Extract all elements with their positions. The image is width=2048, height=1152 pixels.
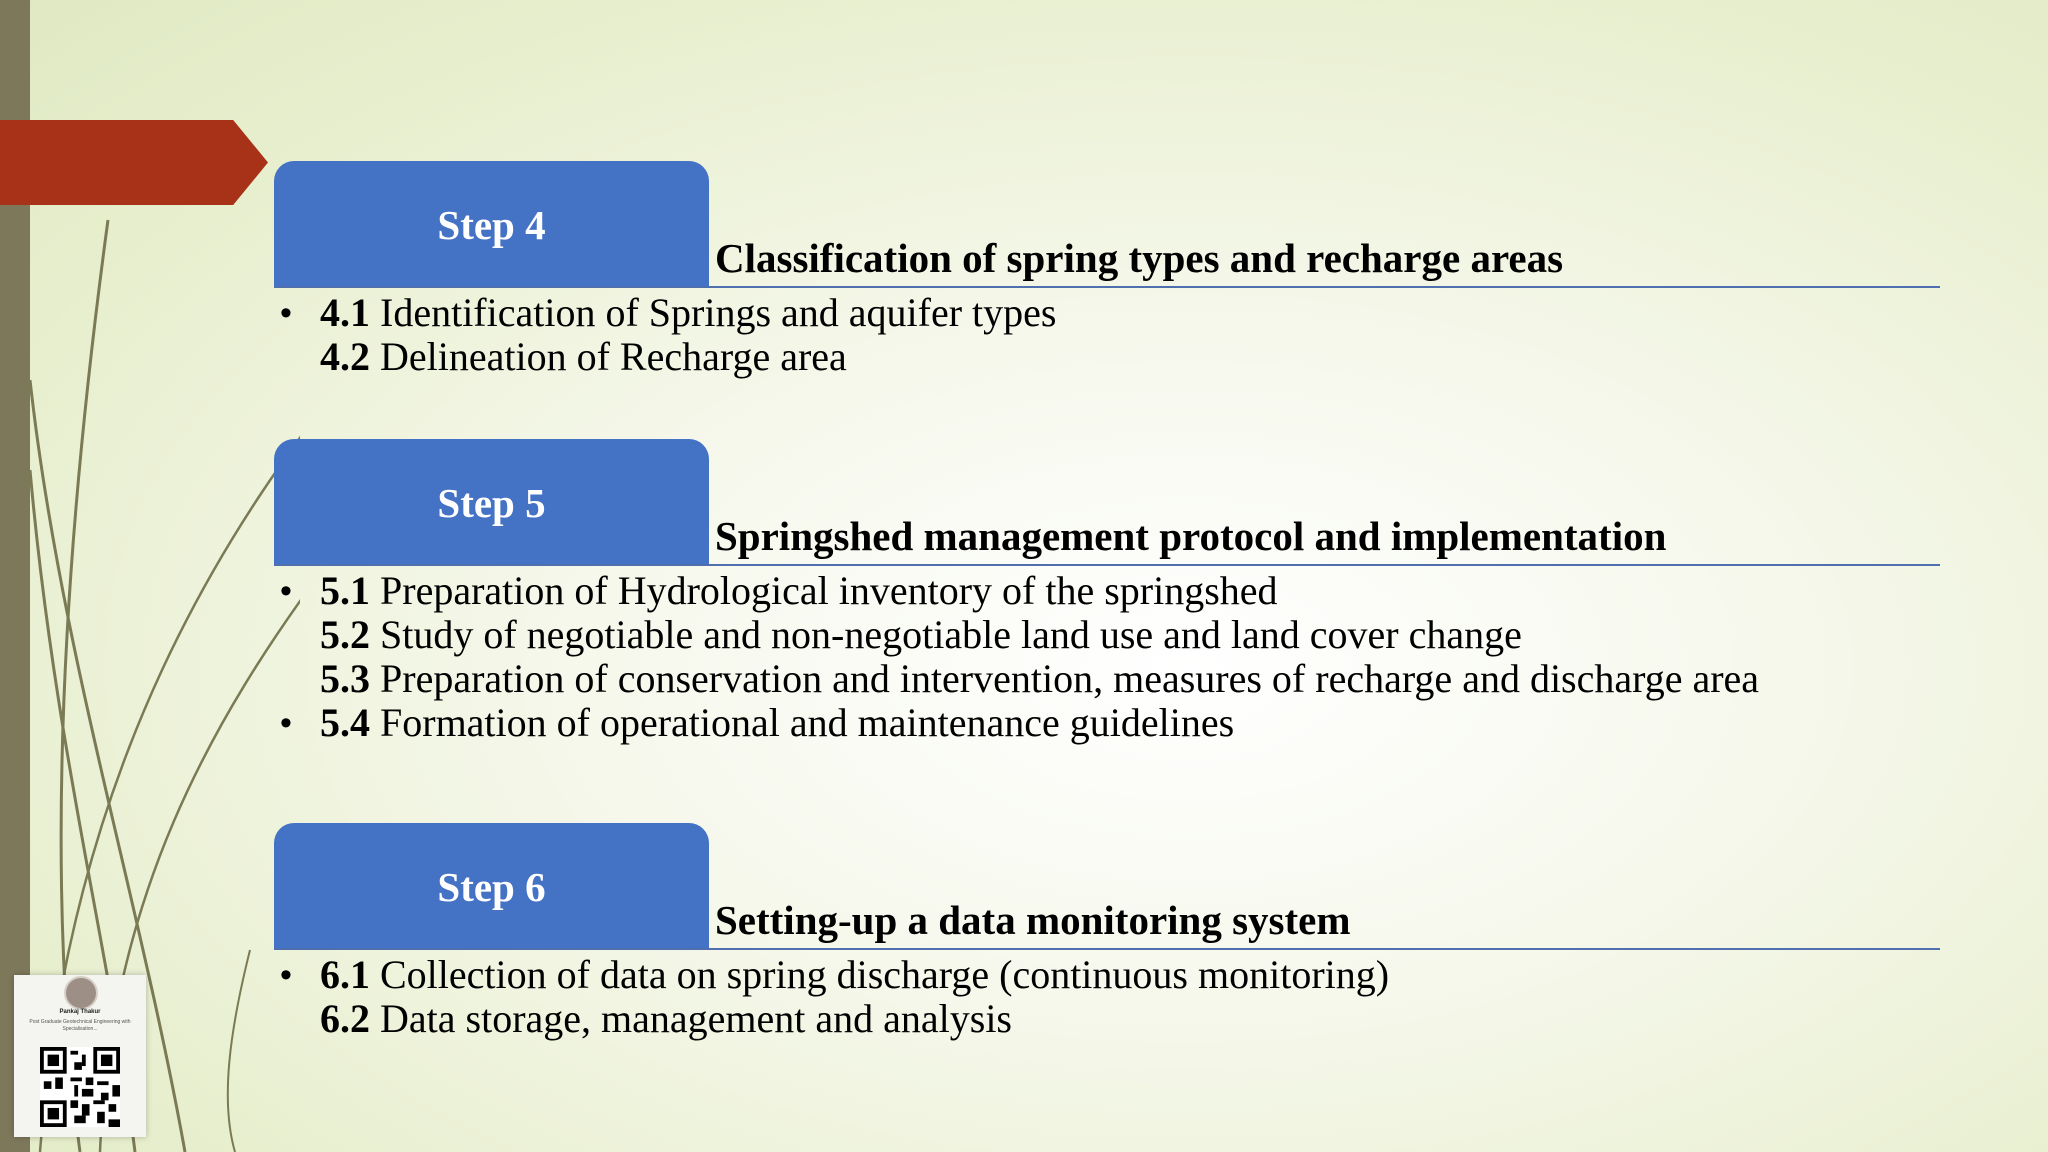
qr-code-icon <box>40 1047 120 1127</box>
item-number: 6.1 <box>320 952 370 997</box>
list-item <box>274 613 1940 657</box>
list-item <box>274 701 1940 745</box>
item-text: Preparation of conservation and intervention, measures of recharge and discharge area <box>370 656 1760 701</box>
step-4-heading: Classification of spring types and recharge areas <box>715 235 1564 281</box>
item-number: 5.3 <box>320 656 370 701</box>
step-4-label: Step 4 <box>437 202 546 248</box>
step-5-heading: Springshed management protocol and implementation <box>715 513 1667 559</box>
list-item <box>274 953 1940 997</box>
step-6-divider <box>274 948 1940 950</box>
avatar <box>64 976 98 1010</box>
item-text: Delineation of Recharge area <box>370 334 847 379</box>
step-4-divider <box>274 286 1940 288</box>
bullet-icon: • <box>280 294 292 332</box>
list-item <box>274 335 1940 379</box>
item-text: Formation of operational and maintenance guidelines <box>370 700 1235 745</box>
qr-card-name: Pankaj Thakur <box>59 1009 101 1015</box>
item-text: Data storage, management and analysis <box>370 996 1012 1041</box>
step-6-items <box>274 953 1940 1041</box>
item-number: 6.2 <box>320 996 370 1041</box>
qr-card-subtitle: Post Graduate Geotechnical Engineering with Specialisation... <box>29 1019 131 1032</box>
list-item <box>274 291 1940 335</box>
step-6-heading: Setting-up a data monitoring system <box>715 897 1351 943</box>
bullet-icon: • <box>280 704 292 742</box>
list-item <box>274 997 1940 1041</box>
list-item <box>274 657 1940 701</box>
step-5-items <box>274 569 1940 745</box>
item-text: Preparation of Hydrological inventory of the springshed <box>370 568 1278 613</box>
item-text: Collection of data on spring discharge (continuous monitoring) <box>370 952 1390 997</box>
step-4-tab <box>274 161 709 287</box>
step-5-divider <box>274 564 1940 566</box>
step-4-items <box>274 291 1940 379</box>
red-arrow-banner <box>0 120 268 205</box>
item-text: Identification of Springs and aquifer types <box>370 290 1057 335</box>
item-text: Study of negotiable and non-negotiable land use and land cover change <box>370 612 1522 657</box>
bullet-icon: • <box>280 956 292 994</box>
step-5-label: Step 5 <box>437 480 546 526</box>
item-number: 5.1 <box>320 568 370 613</box>
step-6-label: Step 6 <box>437 864 546 910</box>
bullet-icon: • <box>280 572 292 610</box>
item-number: 5.4 <box>320 700 370 745</box>
list-item <box>274 569 1940 613</box>
item-number: 5.2 <box>320 612 370 657</box>
qr-profile-card <box>14 975 146 1137</box>
step-6-tab <box>274 823 709 949</box>
item-number: 4.1 <box>320 290 370 335</box>
step-5-tab <box>274 439 709 565</box>
item-number: 4.2 <box>320 334 370 379</box>
